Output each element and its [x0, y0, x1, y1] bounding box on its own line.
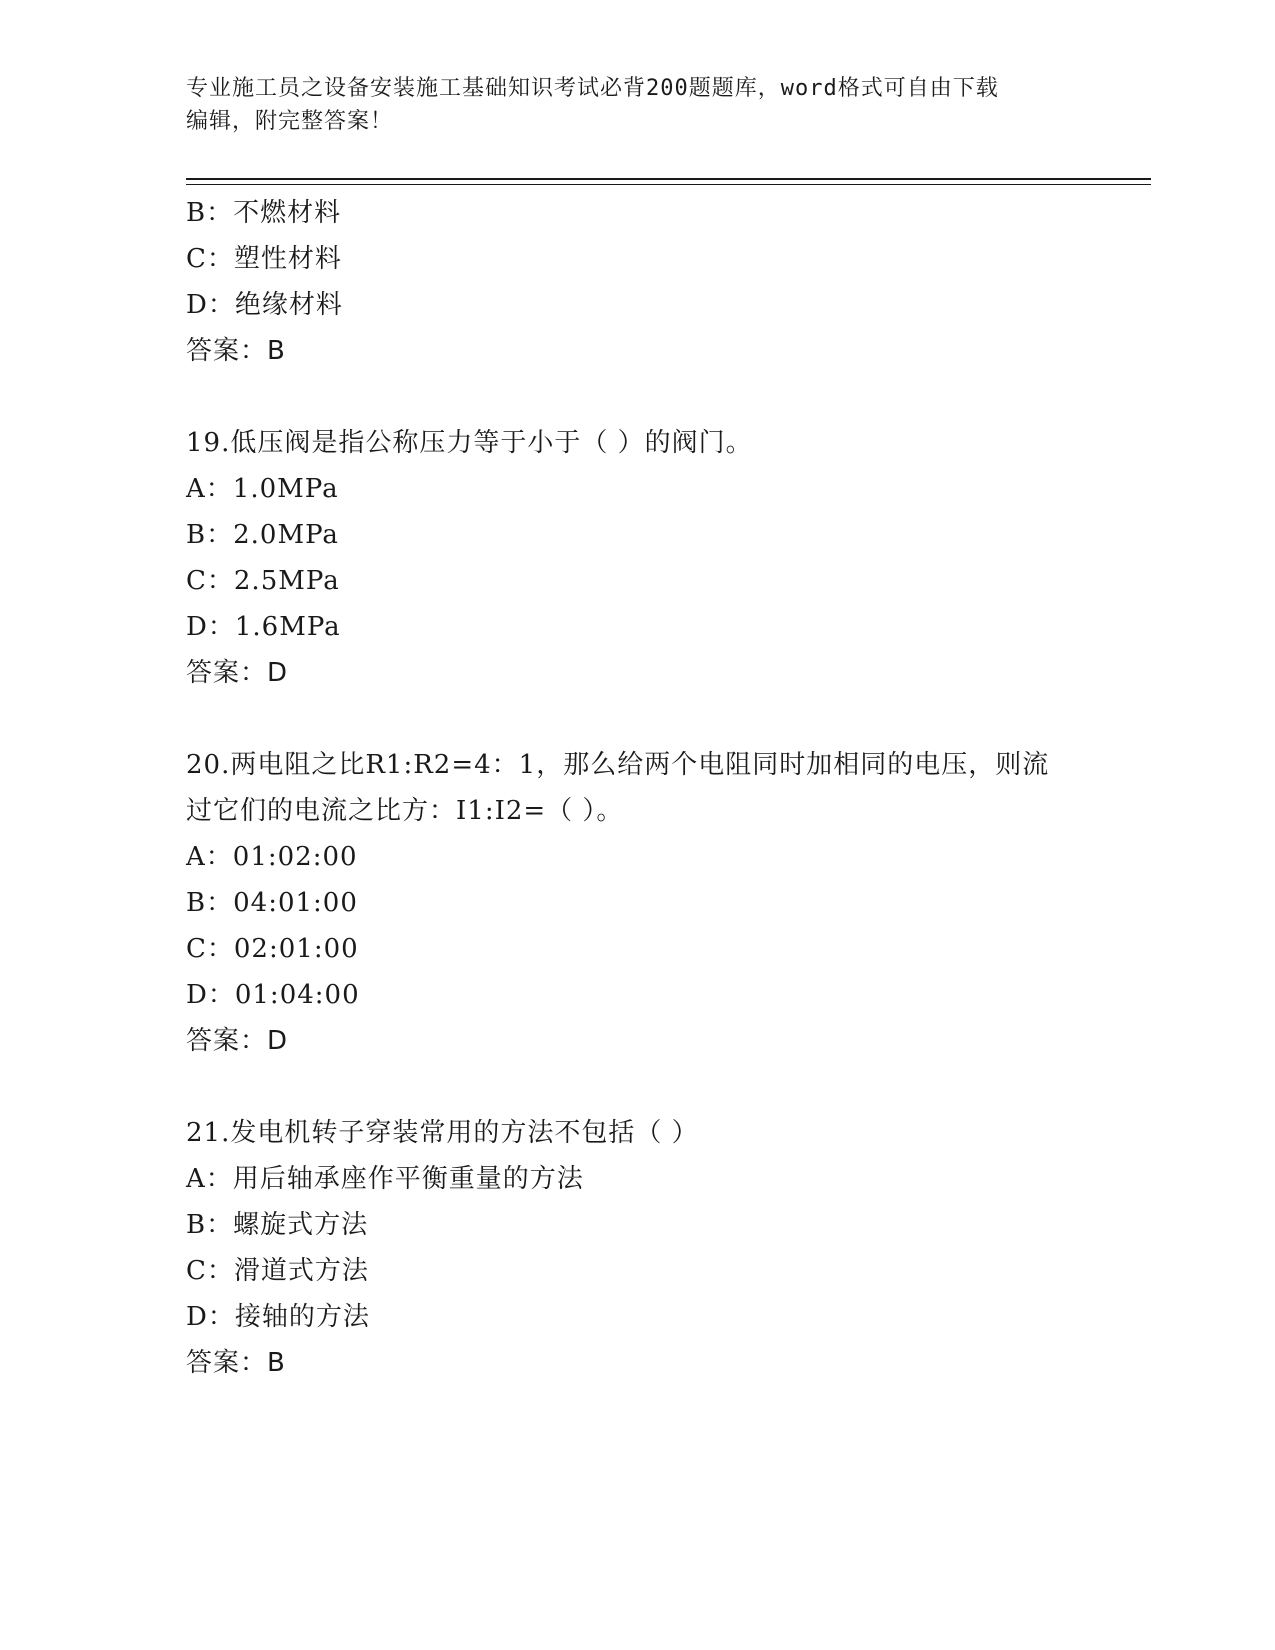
question-19: [186, 420, 1086, 696]
option-c: C：02:01:00: [186, 934, 359, 964]
question-20: [186, 742, 1086, 1064]
spacer: [186, 696, 1086, 742]
option-a: A：用后轴承座作平衡重量的方法: [186, 1164, 584, 1194]
answer-line: 答案：D: [186, 1026, 289, 1056]
option-a: A：01:02:00: [186, 842, 358, 872]
option-b: B：04:01:00: [186, 888, 358, 918]
option-c: C：塑性材料: [186, 244, 342, 274]
option-d: D：绝缘材料: [186, 290, 343, 320]
option-b: B：2.0MPa: [186, 520, 339, 550]
question-stem: 21.发电机转子穿装常用的方法不包括（ ）: [186, 1118, 699, 1148]
header-title-line2: 编辑，附完整答案！: [186, 109, 394, 134]
spacer: [186, 374, 1086, 420]
option-c: C：2.5MPa: [186, 566, 340, 596]
option-d: D：1.6MPa: [186, 612, 341, 642]
question-21: [186, 1110, 1086, 1386]
document-header: [186, 72, 1086, 138]
answer-line: 答案：D: [186, 658, 289, 688]
question-stem-line1: 20.两电阻之比R1:R2=4：1，那么给两个电阻同时加相同的电压，则流: [186, 750, 1050, 780]
option-d: D：01:04:00: [186, 980, 360, 1010]
answer-line: 答案：B: [186, 336, 286, 366]
spacer: [186, 1064, 1086, 1110]
question-prev-continued: [186, 190, 1086, 374]
option-a: A：1.0MPa: [186, 474, 339, 504]
question-list: [186, 190, 1086, 1386]
header-divider-thin: [186, 184, 1151, 185]
option-c: C：滑道式方法: [186, 1256, 369, 1286]
answer-line: 答案：B: [186, 1348, 286, 1378]
option-d: D：接轴的方法: [186, 1302, 370, 1332]
header-divider-thick: [186, 178, 1151, 180]
question-stem-line2: 过它们的电流之比方：I1:I2=（ ）。: [186, 796, 624, 826]
option-b: B：不燃材料: [186, 198, 342, 228]
header-title-line1: 专业施工员之设备安装施工基础知识考试必背200题题库，word格式可自由下载: [186, 76, 999, 101]
option-b: B：螺旋式方法: [186, 1210, 369, 1240]
question-stem: 19.低压阀是指公称压力等于小于（ ）的阀门。: [186, 428, 753, 458]
